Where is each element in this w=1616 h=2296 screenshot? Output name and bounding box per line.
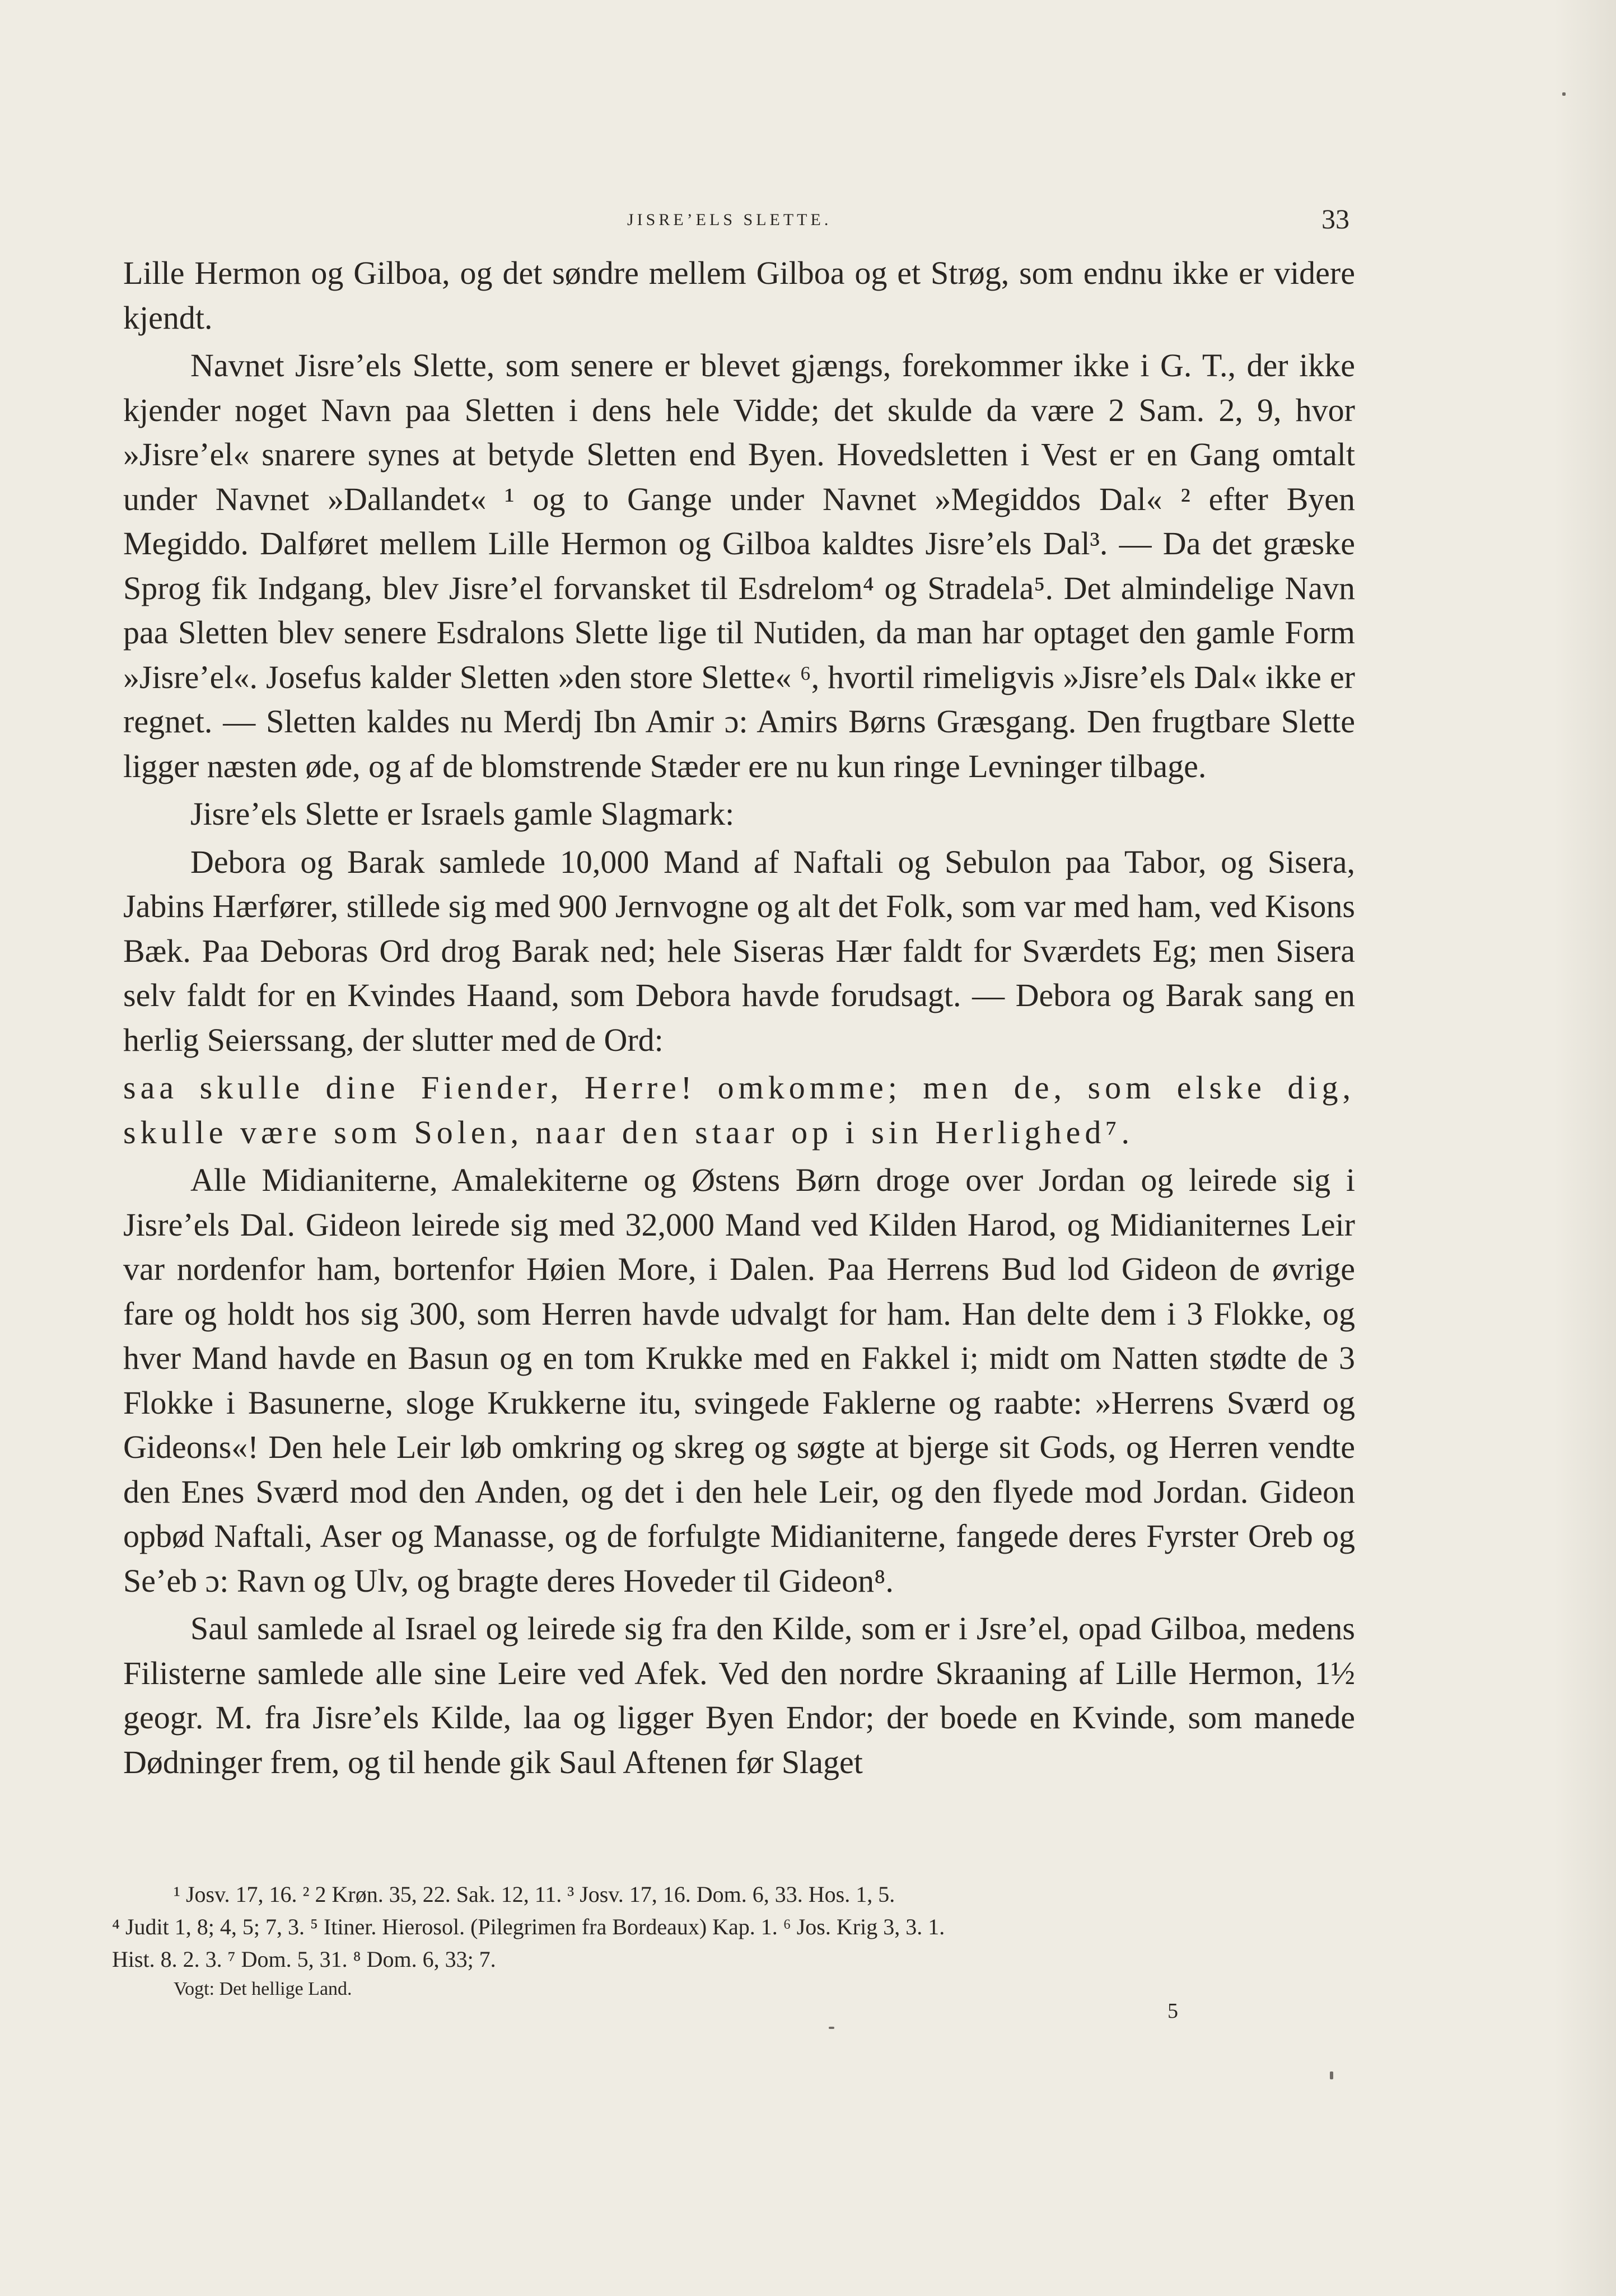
- footnote-line-1: ¹ Josv. 17, 16. ² 2 Krøn. 35, 22. Sak. 12, 11. ³ Josv. 17, 16. Dom. 6, 33. Hos. 1, 5.: [174, 1882, 895, 1907]
- paper-speck: [1330, 2071, 1333, 2079]
- footnote-line-2: ⁴ Judit 1, 8; 4, 5; 7, 3. ⁵ Itiner. Hierosol. (Pilegrimen fra Bordeaux) Kap. 1. ⁶ Jos. Krig 3, 3. 1.: [112, 1914, 945, 1939]
- page-number: 33: [1321, 203, 1349, 235]
- paragraph-5: Alle Midianiterne, Amalekiterne og Østens Børn droge over Jordan og leirede sig i Jisre’els Dal. Gideon leirede sig med 32,000 Mand ved Kilden Harod, og Midianiternes Leir var nordenfor ham, bortenfor Høien More, i Dalen. Paa Herrens Bud lod Gideon de øvrige fare og holdt hos sig 300, som Herren havde udvalgt for ham. Han delte dem i 3 Flokke, og hver Mand havde en Basun og en tom Krukke med en Fakkel i; midt om Natten stødte de 3 Flokke i Basunerne, sloge Krukkerne itu, svingede Faklerne og raabte: »Herrens Sværd og Gideons«! Den hele Leir løb omkring og skreg og søgte at bjerge sit Gods, og Herren vendte den Enes Sværd mod den Anden, og det i den hele Leir, og den flyede mod Jordan. Gideon opbød Naftali, Aser og Manasse, og de forfulgte Midianiterne, fangede deres Fyrster Oreb og Se’eb ɔ: Ravn og Ulv, og bragte deres Hoveder til Gideon⁸.: [123, 1162, 1355, 1599]
- paragraph-3: Jisre’els Slette er Israels gamle Slagmark:: [190, 796, 735, 832]
- paragraph-4-quote: saa skulle dine Fiender, Herre! omkomme; men de, som elske dig, skulle være som Solen, naar den staar op i sin Herlighed⁷.: [123, 1069, 1355, 1151]
- running-title: JISRE’ELS SLETTE.: [627, 211, 832, 229]
- body-text: [123, 251, 1355, 1788]
- paragraph-6: Saul samlede al Israel og leirede sig fra den Kilde, som er i Jsre’el, opad Gilboa, medens Filisterne samlede alle sine Leire ved Afek. Ved den nordre Skraaning af Lille Hermon, 1½ geogr. M. fra Jisre’els Kilde, laa og ligger Byen Endor; der boede en Kvinde, som manede Dødninger frem, og til hende gik Saul Aftenen før Slaget: [123, 1610, 1355, 1780]
- footnote-line-3: Hist. 8. 2. 3. ⁷ Dom. 5, 31. ⁸ Dom. 6, 33; 7.: [112, 1947, 496, 1972]
- footnotes: [112, 1878, 1355, 1976]
- page-header: [123, 203, 1349, 245]
- paper-speck: [1562, 92, 1566, 96]
- paragraph-4: Debora og Barak samlede 10,000 Mand af Naftali og Sebulon paa Tabor, og Sisera, Jabins Hærfører, stillede sig med 900 Jernvogne og alt det Folk, som var med ham, ved Kisons Bæk. Paa Deboras Ord drog Barak ned; hele Siseras Hær faldt for Sværdets Eg; men Sisera selv faldt for en Kvindes Haand, som Debora havde forudsagt. — Debora og Barak sang en herlig Seierssang, der slutter med de Ord:: [123, 843, 1355, 1058]
- source-line: Vogt: Det hellige Land.: [174, 1979, 352, 1999]
- signature-mark: 5: [1167, 1999, 1178, 2023]
- page-edge-shadow: [1554, 0, 1616, 2296]
- paper-speck: [829, 2027, 834, 2029]
- paragraph-2: Navnet Jisre’els Slette, som senere er blevet gjængs, forekommer ikke i G. T., der ikke kjender noget Navn paa Sletten i dens hele Vidde; det skulde da være 2 Sam. 2, 9, hvor »Jisre’el« snarere synes at betyde Sletten end Byen. Hovedsletten i Vest er en Gang omtalt under Navnet »Dallandet« ¹ og to Gange under Navnet »Megiddos Dal« ² efter Byen Megiddo. Dalføret mellem Lille Hermon og Gilboa kaldtes Jisre’els Dal³. — Da det græske Sprog fik Indgang, blev Jisre’el forvansket til Esdrelom⁴ og Stradela⁵. Det almindelige Navn paa Sletten blev senere Esdralons Slette lige til Nutiden, da man har optaget den gamle Form »Jisre’el«. Josefus kalder Sletten »den store Slette« ⁶, hvortil rimeligvis »Jisre’els Dal« ikke er regnet. — Sletten kaldes nu Merdj Ibn Amir ɔ: Amirs Børns Græsgang. Den frugtbare Slette ligger næsten øde, og af de blomstrende Stæder ere nu kun ringe Levninger tilbage.: [123, 347, 1355, 784]
- paragraph-1: Lille Hermon og Gilboa, og det søndre mellem Gilboa og et Strøg, som endnu ikke er videre kjendt.: [123, 255, 1355, 336]
